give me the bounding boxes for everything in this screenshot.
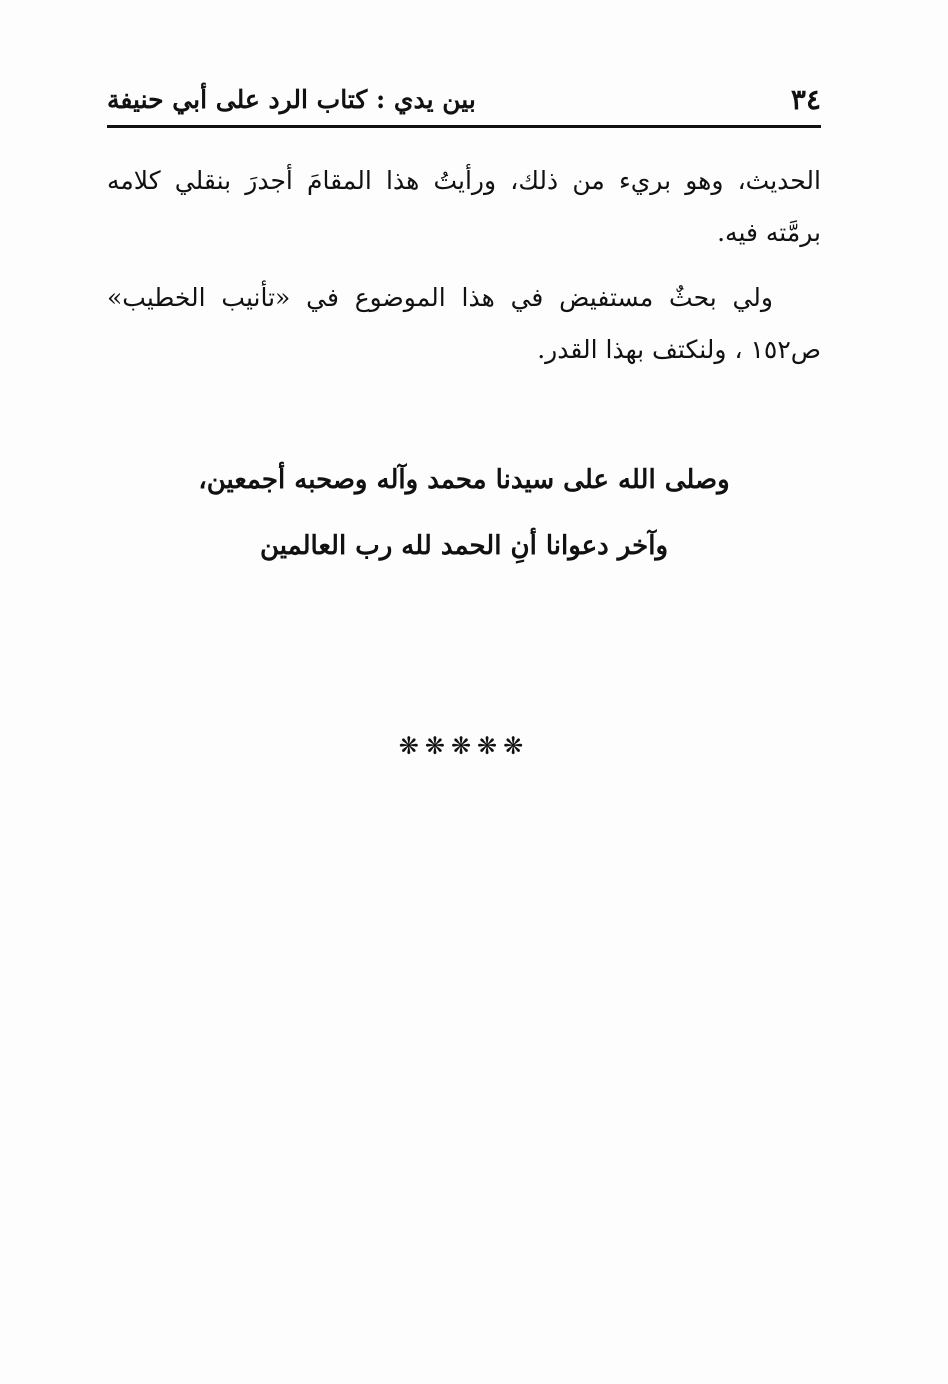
running-header-title: بين يدي : كتاب الرد على أبي حنيفة	[107, 85, 476, 114]
closing-prayer-line-1: وصلى الله على سيدنا محمد وآله وصحبه أجمعين،	[198, 465, 730, 495]
body-paragraph-2: ولي بحثٌ مستفيض في هذا الموضوع في «تأنيب الخطيب» ص١٥٢ ، ولنكتف بهذا القدر.	[107, 283, 821, 364]
asterism-separator: ❋❋❋❋❋	[398, 732, 530, 760]
body-paragraph-1: الحديث، وهو بريء من ذلك، ورأيتُ هذا المقامَ أجدرَ بنقلي كلامه برمَّته فيه.	[107, 166, 821, 247]
page-number: ٣٤	[790, 83, 821, 116]
closing-prayer-line-2: وآخر دعوانا أنِ الحمد لله رب العالمين	[259, 531, 669, 561]
header-rule	[107, 125, 821, 128]
running-header	[107, 78, 821, 122]
